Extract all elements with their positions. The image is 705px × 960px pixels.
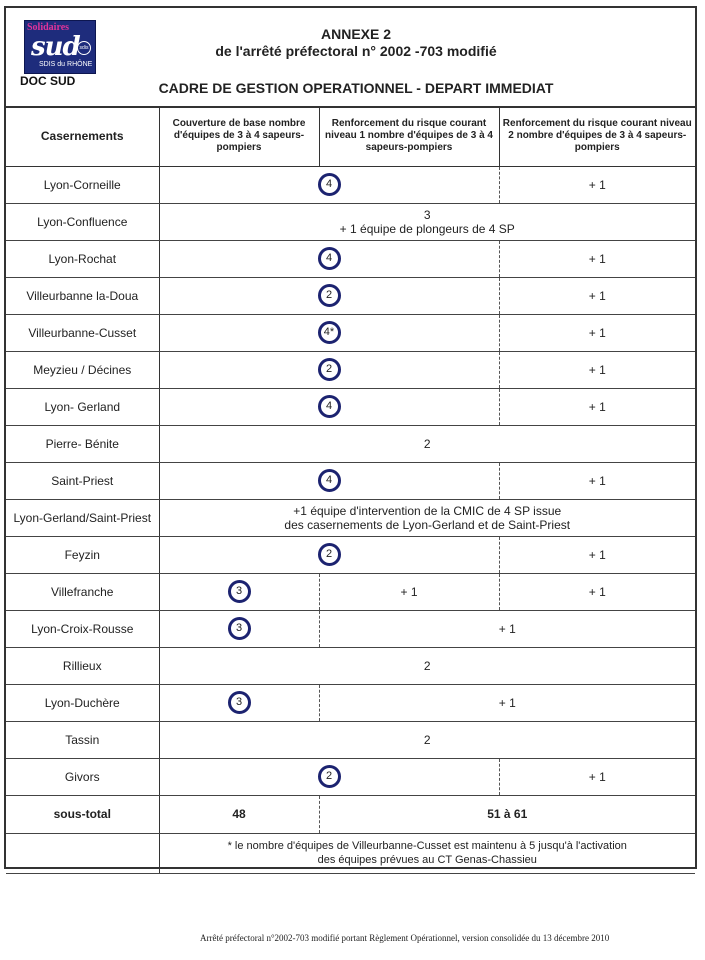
circled-value: 3 <box>228 617 251 640</box>
circled-value: 4 <box>318 395 341 418</box>
sdis-badge-icon: sdis <box>77 41 91 55</box>
document-frame <box>4 6 697 869</box>
col-couverture-base: Couverture de base nombre d'équipes de 3 à 4 sapeurs-pompiers <box>159 106 319 166</box>
annexe-title: ANNEXE 2 de l'arrêté préfectoral n° 2002 -703 modifié <box>215 26 497 59</box>
document-header <box>6 8 695 108</box>
circled-value: 4 <box>318 173 341 196</box>
doc-sud-label: DOC SUD <box>20 74 76 88</box>
subtotal-row: sous-total 48 51 à 61 <box>6 795 695 833</box>
table-row: Feyzin 2 + 1 <box>6 536 695 573</box>
col-renforcement-n1: Renforcement du risque courant niveau 1 nombre d'équipes de 3 à 4 sapeurs-pompiers <box>319 106 499 166</box>
circled-value: 2 <box>318 543 341 566</box>
table-row: Villefranche 3 + 1 + 1 <box>6 573 695 610</box>
circled-value: 2 <box>318 358 341 381</box>
operational-table <box>6 106 695 874</box>
col-renforcement-n2: Renforcement du risque courant niveau 2 nombre d'équipes de 3 à 4 sapeurs-pompiers <box>499 106 695 166</box>
table-header-row <box>6 106 695 166</box>
table-row: Lyon-Croix-Rousse 3 + 1 <box>6 610 695 647</box>
sud-logo: Solidaires sud sdis SDIS du RHÔNE <box>24 20 96 74</box>
table-row: Lyon-Gerland/Saint-Priest +1 équipe d'intervention de la CMIC de 4 SP issue des casernements de Lyon-Gerland et de Saint-Priest <box>6 499 695 536</box>
table-row: Meyzieu / Décines 2 + 1 <box>6 351 695 388</box>
circled-value: 4* <box>318 321 341 344</box>
table-row: Lyon-Duchère 3 + 1 <box>6 684 695 721</box>
table-row: Tassin 2 <box>6 721 695 758</box>
cadre-title: CADRE DE GESTION OPERATIONNEL - DEPART IMMEDIAT <box>158 80 554 96</box>
circled-value: 3 <box>228 691 251 714</box>
circled-value: 4 <box>318 247 341 270</box>
circled-value: 3 <box>228 580 251 603</box>
table-row: Villeurbanne la-Doua 2 + 1 <box>6 277 695 314</box>
col-casernements: Casernements <box>6 106 159 166</box>
table-row: Lyon-Corneille 4 + 1 <box>6 166 695 203</box>
table-row: Lyon- Gerland 4 + 1 <box>6 388 695 425</box>
footnote-row <box>6 833 695 873</box>
circled-value: 2 <box>318 284 341 307</box>
footnote: * le nombre d'équipes de Villeurbanne-Cusset est maintenu à 5 jusqu'à l'activation des équipes prévues au CT Genas-Chassieu <box>159 833 695 873</box>
table-row: Lyon-Rochat 4 + 1 <box>6 240 695 277</box>
table-row: Pierre- Bénite 2 <box>6 425 695 462</box>
circled-value: 4 <box>318 469 341 492</box>
circled-value: 2 <box>318 765 341 788</box>
table-row: Rillieux 2 <box>6 647 695 684</box>
table-row: Givors 2 + 1 <box>6 758 695 795</box>
page-caption: Arrêté préfectoral n°2002-703 modifié portant Règlement Opérationnel, version consolidée du 13 décembre 2010 <box>200 933 610 943</box>
table-row: Saint-Priest 4 + 1 <box>6 462 695 499</box>
table-row: Lyon-Confluence 3 + 1 équipe de plongeurs de 4 SP <box>6 203 695 240</box>
table-row: Villeurbanne-Cusset 4* + 1 <box>6 314 695 351</box>
